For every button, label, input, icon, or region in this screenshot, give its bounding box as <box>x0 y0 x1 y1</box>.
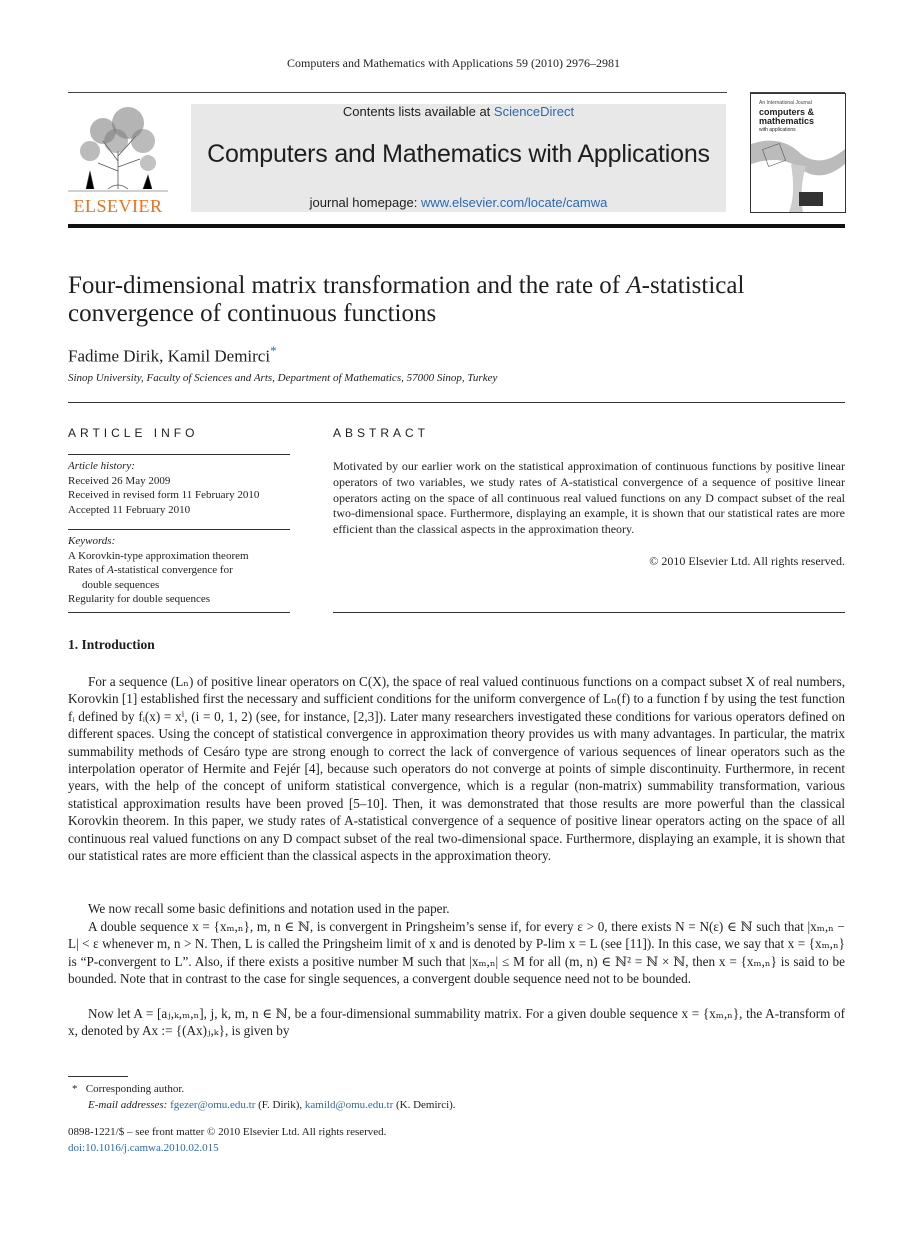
divider <box>68 529 290 530</box>
cover-title-3: with applications <box>759 127 796 133</box>
keywords-label: Keywords: <box>68 535 116 547</box>
contents-prefix: Contents lists available at <box>342 104 494 119</box>
email-label: E-mail addresses: <box>88 1099 171 1111</box>
journal-name: Computers and Mathematics with Applications <box>207 140 710 168</box>
email-link[interactable]: fgezer@omu.edu.tr <box>170 1099 256 1111</box>
homepage-prefix: journal homepage: <box>309 195 421 210</box>
publisher-logo-text: ELSEVIER <box>73 196 163 216</box>
doi-link[interactable]: doi:10.1016/j.camwa.2010.02.015 <box>68 1142 219 1154</box>
footnote-corresponding: * Corresponding author. <box>72 1083 185 1095</box>
footnote-emails: E-mail addresses: fgezer@omu.edu.tr (F. Dirik), kamild@omu.edu.tr (K. Demirci). <box>88 1099 456 1111</box>
revised-date: Received in revised form 11 February 2010 <box>68 489 260 501</box>
divider <box>68 454 290 455</box>
divider <box>68 402 845 403</box>
corresponding-author-mark[interactable]: * <box>270 343 277 358</box>
article-info-heading: ARTICLE INFO <box>68 426 199 440</box>
abstract-heading: ABSTRACT <box>333 426 430 440</box>
received-date: Received 26 May 2009 <box>68 474 171 487</box>
paragraph: A double sequence x = {xₘ,ₙ}, m, n ∈ ℕ, is convergent in Pringsheim’s sense if, for every ε > 0, there exists N = N(ε) ∈ ℕ such that |xₘ,ₙ − L| < ε whenever m, n > N. Then, L is called the Pringsheim limit of x and is denoted by P-lim x = L (see [11]). In this case, we say that x = {xₘ,ₙ} is “P-convergent to L”. Also, if there exists a positive number M such that |xₘ,ₙ| ≤ M for all (m, n) ∈ ℕ² = ℕ × ℕ, then x = {xₘ,ₙ} is said to be bounded. Note that in contrast to the case for single sequences, a convergent double sequence need not to be bounded. <box>68 919 845 987</box>
email-link[interactable]: kamild@omu.edu.tr <box>304 1099 394 1111</box>
paragraph: We now recall some basic definitions and notation used in the paper. <box>88 901 450 916</box>
issn-line: 0898-1221/$ – see front matter © 2010 Elsevier Ltd. All rights reserved. <box>68 1126 387 1138</box>
copyright: © 2010 Elsevier Ltd. All rights reserved. <box>649 554 845 568</box>
journal-cover-thumbnail <box>750 93 846 213</box>
divider <box>333 612 845 613</box>
keyword-continuation: double sequences <box>82 578 160 591</box>
footnote-mark: * <box>72 1083 78 1095</box>
homepage-line <box>191 195 726 210</box>
keyword: A Korovkin-type approximation theorem <box>68 549 249 562</box>
abstract-text: Motivated by our earlier work on the statistical approximation of continuous functions by positive linear operators of two variables, we study rates of A-statistical convergence of a sequence of positive linear operators acting on the space of all continuous real valued functions on any D compact subset of the real two-dimensional space. Furthermore, displaying an example, it is shown that our statistical rates are more efficient than the classical aspects in the approximation theory. <box>333 459 845 537</box>
section-heading: 1. Introduction <box>68 637 155 652</box>
header-rule <box>68 92 727 93</box>
sciencedirect-link[interactable]: ScienceDirect <box>493 104 575 119</box>
title-italic: A <box>626 272 642 299</box>
author-list <box>68 343 277 367</box>
paragraph: For a sequence (Lₙ) of positive linear operators on C(X), the space of real valued continuous functions on a compact subset X of real numbers, Korovkin [1] established first the necessary and sufficient conditions for the uniform convergence of Lₙ(f) to a function f by using the test function fᵢ defined by fᵢ(x) = xⁱ, (i = 0, 1, 2) (see, for instance, [2,3]). Later many researchers investigated these conditions for various operators defined on different spaces. Using the concept of statistical convergence in approximation theory provides us with many advantages. In particular, the matrix summability methods of Cesáro type are strong enough to correct the lack of convergence of various sequences of linear operators such as the interpolation operator of Hermite and Fejér [4], because such operators do not converge at points of simple discontinuity. Furthermore, in recent years, with the help of the concept of uniform statistical convergence, which is a regular (non-matrix) summability transformation, various statistical approximation results have been proved [5–10]. Then, it was demonstrated that those results are more powerful than the classical Korovkin theorem. In this paper, we study rates of A-statistical convergence of a sequence of positive linear operators acting on the space of all continuous real valued functions on any D compact subset of the real two-dimensional space. Furthermore, displaying an example, it is shown that our statistical rates are more efficient than the classical aspects in the approximation theory. <box>68 674 845 864</box>
keyword: Regularity for double sequences <box>68 593 211 605</box>
cover-graphic <box>751 134 845 212</box>
accepted-date: Accepted 11 February 2010 <box>68 503 191 516</box>
cover-title-1: computers & <box>759 107 815 117</box>
cover-title-2: mathematics <box>759 116 815 126</box>
cover-tagline: An International Journal <box>759 100 812 106</box>
keyword: Rates of A-statistical convergence for <box>68 564 233 576</box>
homepage-link[interactable]: www.elsevier.com/locate/camwa <box>420 195 608 210</box>
history-label: Article history: <box>68 460 135 472</box>
article-history <box>68 459 298 517</box>
affiliation: Sinop University, Faculty of Sciences and Arts, Department of Mathematics, 57000 Sinop, Turkey <box>68 372 498 384</box>
header-thick-rule <box>68 224 845 228</box>
authors: Fadime Dirik, Kamil Demirci <box>68 346 271 366</box>
article-title <box>68 272 848 328</box>
divider <box>68 612 290 613</box>
paragraph: Now let A = [aⱼ,ₖ,ₘ,ₙ], j, k, m, n ∈ ℕ, be a four-dimensional summability matrix. For a given double sequence x = {xₘ,ₙ}, the A-transform of x, denoted by Ax := {(Ax)ⱼ,ₖ}, is given by <box>68 1006 845 1039</box>
keywords <box>68 534 298 607</box>
title-part-2: -statistical convergence of continuous functions <box>68 272 745 327</box>
footnote-rule <box>68 1076 128 1077</box>
running-head: Computers and Mathematics with Applications 59 (2010) 2976–2981 <box>287 56 620 70</box>
title-part-1: Four-dimensional matrix transformation and the rate of <box>68 272 627 299</box>
contents-line <box>191 104 726 119</box>
